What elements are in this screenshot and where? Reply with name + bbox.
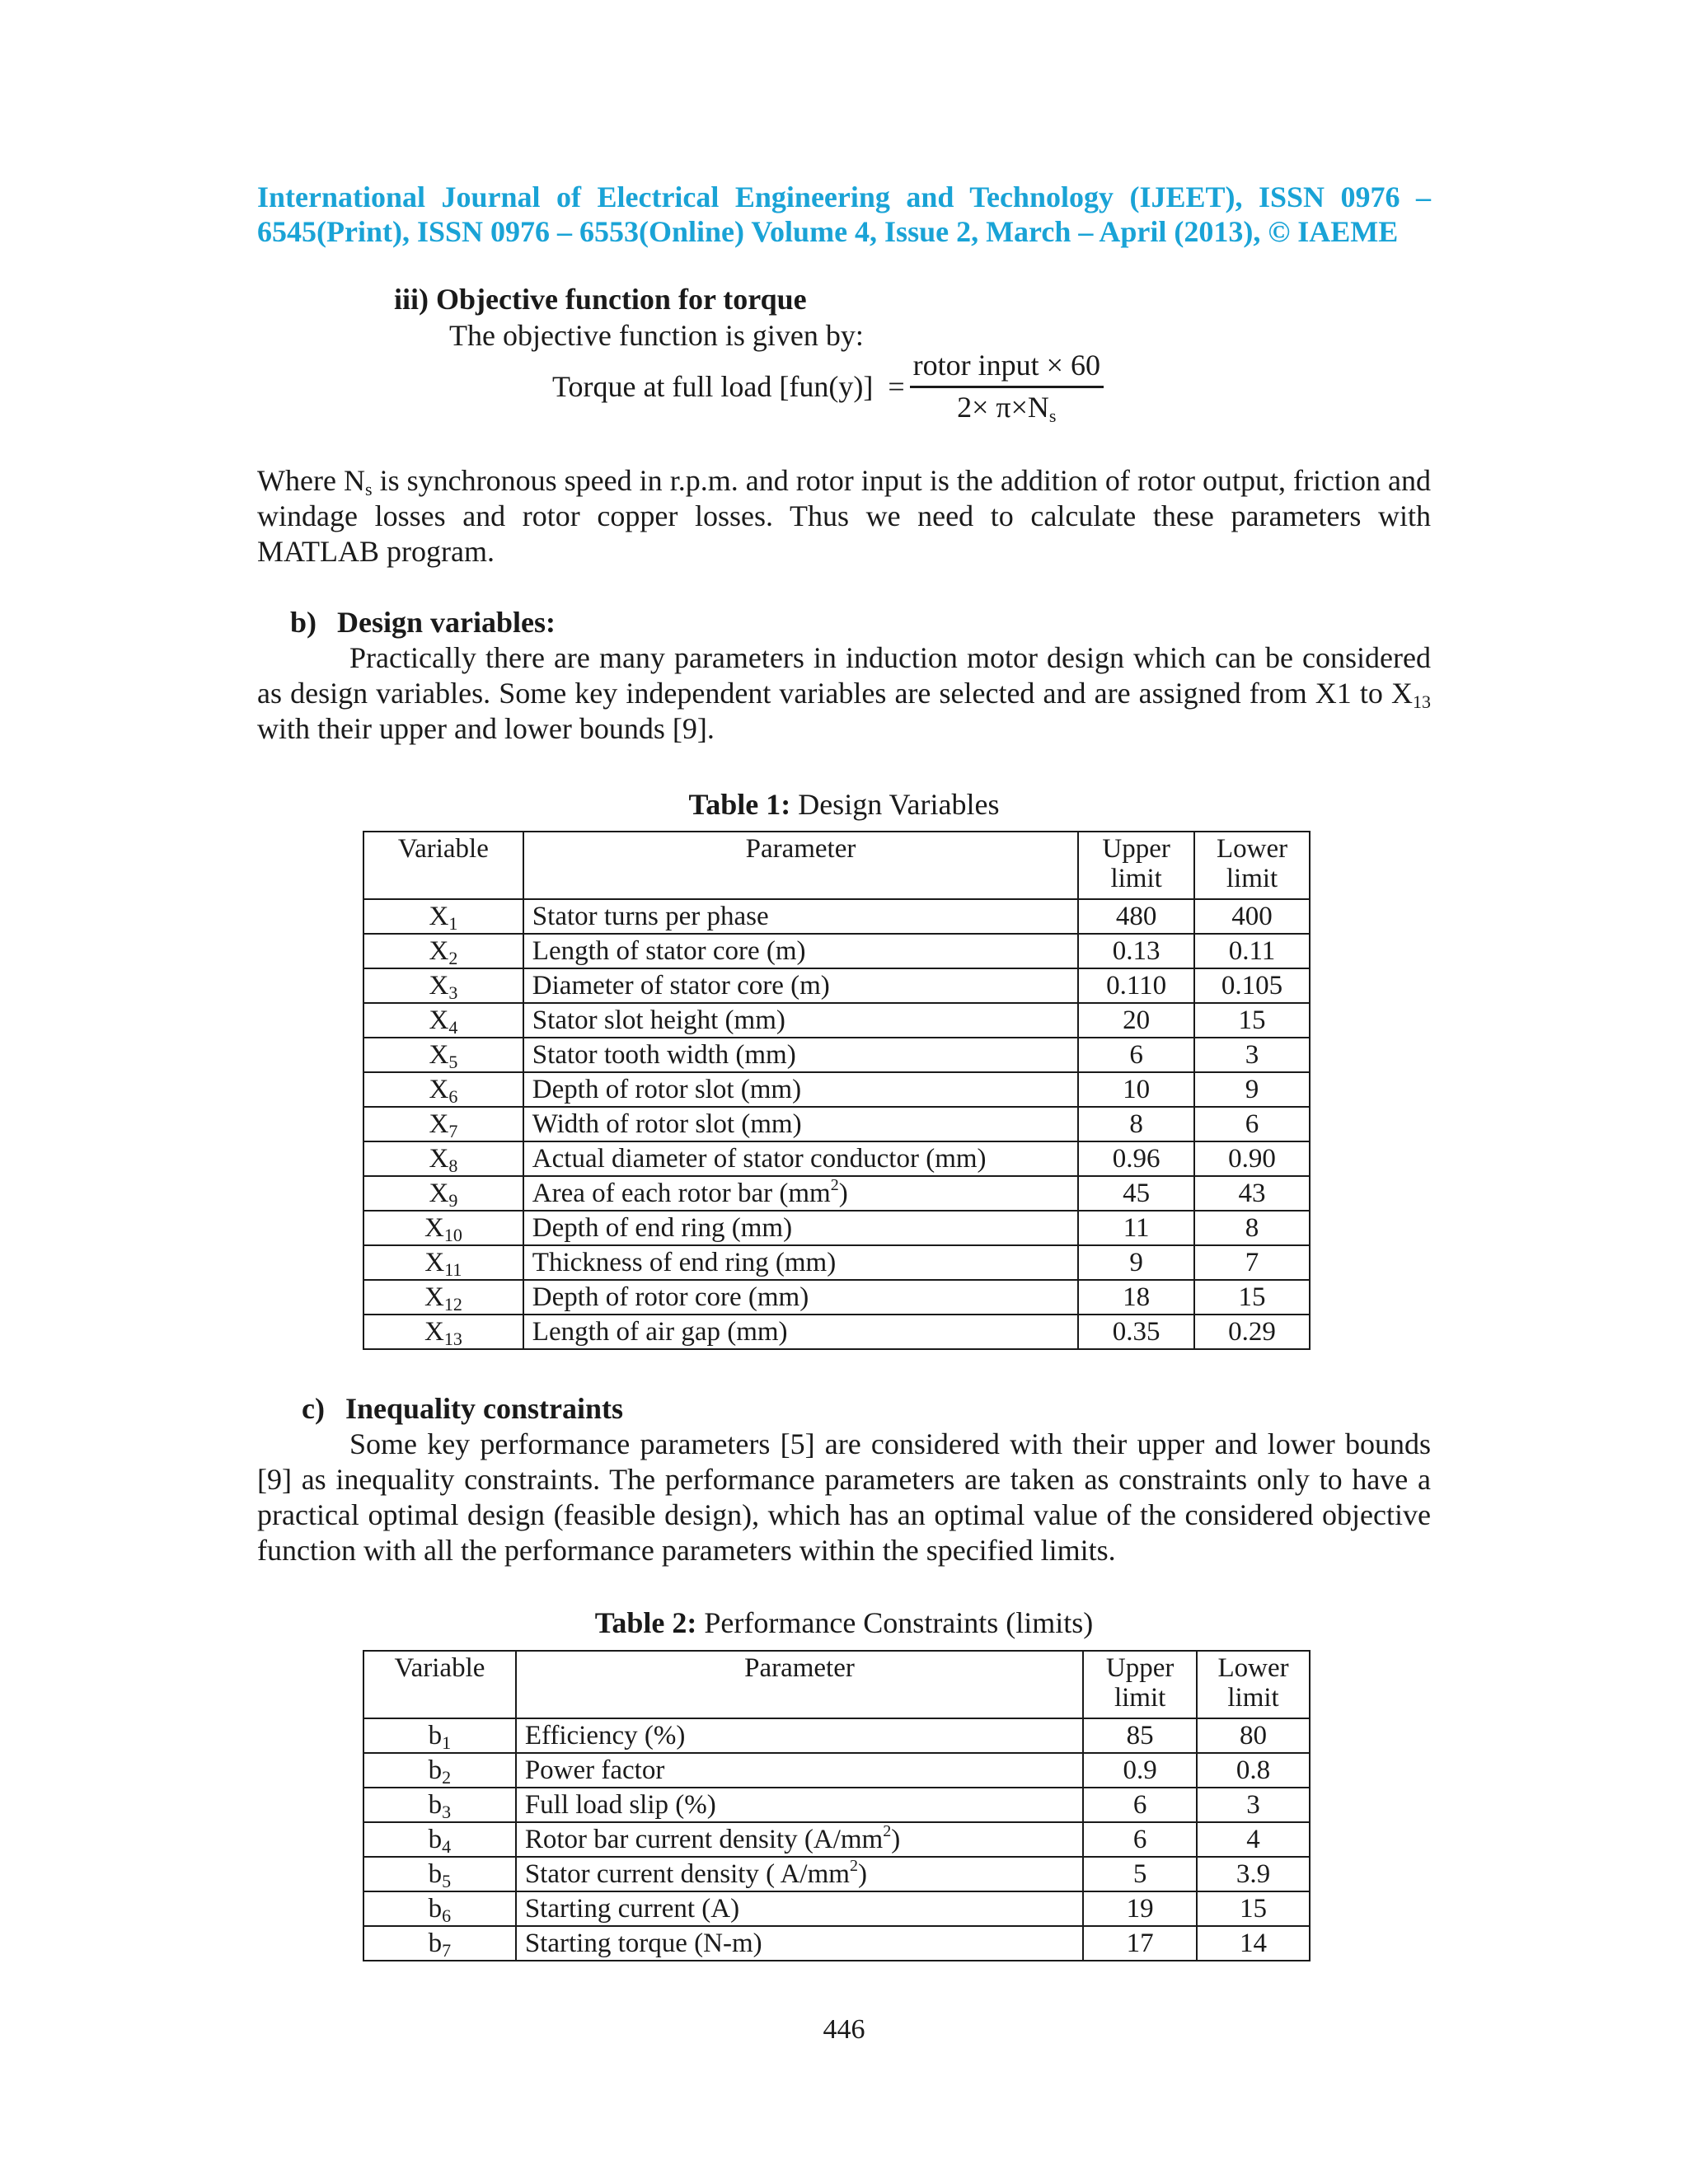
variable-subscript: 1 <box>448 913 458 934</box>
variable-subscript: 2 <box>448 948 458 968</box>
cell-variable <box>363 1038 523 1072</box>
param-text: Stator turns per phase <box>532 902 769 931</box>
equation-equals: = <box>888 369 905 403</box>
variable-subscript: 2 <box>442 1767 452 1788</box>
param-text: Depth of rotor slot (mm) <box>532 1075 802 1104</box>
cell-parameter <box>516 1857 1083 1891</box>
param-text-end: ) <box>891 1825 901 1854</box>
cell-upper-limit: 19 <box>1083 1891 1197 1926</box>
journal-header <box>257 180 1431 249</box>
variable-symbol: X <box>429 1075 449 1104</box>
equation-denominator <box>910 388 1104 424</box>
table1-caption-label: Table 1: <box>688 788 791 821</box>
cell-variable <box>363 1245 523 1280</box>
param-superscript: 2 <box>883 1822 892 1840</box>
cell-variable <box>363 968 523 1003</box>
header-lower-limit: Lower limit <box>1194 832 1310 899</box>
param-text: Starting torque (N-m) <box>524 1929 762 1958</box>
cell-upper-limit: 45 <box>1078 1176 1194 1211</box>
variable-subscript: 8 <box>448 1155 458 1176</box>
section-b-para-b: with their upper and lower bounds [9]. <box>257 712 715 745</box>
cell-lower-limit: 0.90 <box>1194 1141 1310 1176</box>
table-row <box>363 1891 1310 1926</box>
param-text: Length of stator core (m) <box>532 936 806 966</box>
cell-variable <box>363 1822 516 1857</box>
variable-symbol: b <box>428 1859 443 1889</box>
table-row <box>363 1245 1310 1280</box>
denominator-text: 2× π×N <box>957 391 1049 424</box>
cell-parameter <box>523 1315 1078 1349</box>
cell-variable <box>363 1788 516 1822</box>
variable-symbol: X <box>429 1144 449 1174</box>
cell-lower-limit: 43 <box>1194 1176 1310 1211</box>
header-variable: Variable <box>363 1651 516 1718</box>
cell-upper-limit: 0.35 <box>1078 1315 1194 1349</box>
variable-subscript: 6 <box>448 1086 458 1107</box>
cell-variable <box>363 1107 523 1141</box>
table-row <box>363 1280 1310 1315</box>
table-header-row <box>363 832 1310 899</box>
cell-upper-limit: 11 <box>1078 1211 1194 1245</box>
variable-subscript: 7 <box>448 1121 458 1141</box>
param-text: Starting current (A) <box>524 1894 740 1924</box>
cell-parameter <box>523 1245 1078 1280</box>
table-row <box>363 1038 1310 1072</box>
cell-parameter <box>516 1788 1083 1822</box>
synchronous-speed-paragraph <box>257 463 1431 569</box>
cell-upper-limit: 18 <box>1078 1280 1194 1315</box>
cell-parameter <box>516 1891 1083 1926</box>
cell-variable <box>363 1003 523 1038</box>
param-text: Full load slip (%) <box>524 1790 716 1820</box>
cell-variable <box>363 1718 516 1753</box>
param-text: Power factor <box>524 1755 665 1785</box>
cell-lower-limit: 80 <box>1197 1718 1310 1753</box>
variable-subscript: 5 <box>448 1052 458 1072</box>
table2-caption-text: Performance Constraints (limits) <box>696 1606 1094 1639</box>
cell-lower-limit: 0.105 <box>1194 968 1310 1003</box>
table-row <box>363 899 1310 934</box>
cell-variable <box>363 1072 523 1107</box>
param-text: Rotor bar current density (A/mm <box>524 1825 884 1854</box>
cell-lower-limit: 4 <box>1197 1822 1310 1857</box>
cell-parameter <box>523 1003 1078 1038</box>
para1-subscript: s <box>364 479 373 499</box>
variable-subscript: 3 <box>448 982 458 1003</box>
cell-variable <box>363 1926 516 1961</box>
variable-symbol: X <box>424 1282 444 1312</box>
variable-subscript: 13 <box>443 1329 462 1349</box>
section-b-heading <box>290 605 556 640</box>
cell-variable <box>363 934 523 968</box>
variable-symbol: X <box>424 1317 444 1347</box>
cell-upper-limit: 17 <box>1083 1926 1197 1961</box>
cell-variable <box>363 1176 523 1211</box>
table-row <box>363 1718 1310 1753</box>
denominator-subscript: s <box>1048 405 1057 426</box>
cell-upper-limit: 6 <box>1083 1788 1197 1822</box>
cell-upper-limit: 6 <box>1083 1822 1197 1857</box>
cell-parameter <box>523 1107 1078 1141</box>
cell-parameter <box>523 1211 1078 1245</box>
cell-parameter <box>516 1926 1083 1961</box>
table-row <box>363 1926 1310 1961</box>
cell-parameter <box>516 1822 1083 1857</box>
table-row <box>363 1315 1310 1349</box>
variable-subscript: 3 <box>442 1802 452 1822</box>
table-row <box>363 1822 1310 1857</box>
cell-lower-limit: 7 <box>1194 1245 1310 1280</box>
param-text: Efficiency (%) <box>524 1721 686 1750</box>
variable-symbol: X <box>429 902 449 931</box>
header-line-2: 6545(Print), ISSN 0976 – 6553(Online) Volume 4, Issue 2, March – April (2013), © IAEME <box>257 215 1399 248</box>
table-row <box>363 1211 1310 1245</box>
section-c-heading <box>302 1391 623 1426</box>
cell-variable <box>363 1891 516 1926</box>
param-superscript: 2 <box>849 1857 858 1875</box>
table-row <box>363 1141 1310 1176</box>
variable-subscript: 4 <box>448 1017 458 1038</box>
variable-subscript: 6 <box>442 1905 452 1926</box>
variable-symbol: b <box>428 1825 443 1854</box>
table-row <box>363 1003 1310 1038</box>
cell-parameter <box>523 1038 1078 1072</box>
cell-variable <box>363 1211 523 1245</box>
variable-symbol: X <box>429 936 449 966</box>
cell-upper-limit: 10 <box>1078 1072 1194 1107</box>
param-text: Area of each rotor bar (mm <box>532 1179 831 1208</box>
param-text-end: ) <box>838 1179 848 1208</box>
page-number: 446 <box>823 2014 865 2045</box>
para1-post: is synchronous speed in r.p.m. and rotor input is the addition of rotor output, friction and windage losses and rotor copper losses. Thus we need to calculate these parameters with MATLAB program. <box>257 464 1431 568</box>
table-row <box>363 1176 1310 1211</box>
cell-upper-limit: 0.110 <box>1078 968 1194 1003</box>
cell-lower-limit: 14 <box>1197 1926 1310 1961</box>
cell-lower-limit: 3 <box>1197 1788 1310 1822</box>
cell-parameter <box>523 1176 1078 1211</box>
variable-symbol: b <box>428 1790 443 1820</box>
cell-parameter <box>523 1072 1078 1107</box>
param-text: Width of rotor slot (mm) <box>532 1109 802 1139</box>
cell-lower-limit: 0.8 <box>1197 1753 1310 1788</box>
cell-variable <box>363 1141 523 1176</box>
torque-equation <box>552 348 1104 424</box>
table1-caption <box>257 787 1431 822</box>
variable-subscript: 12 <box>443 1294 462 1315</box>
performance-constraints-table <box>363 1650 1311 1961</box>
section-iii-intro: The objective function is given by: <box>449 319 864 352</box>
variable-subscript: 11 <box>444 1259 462 1280</box>
table-row <box>363 1107 1310 1141</box>
table-row <box>363 1857 1310 1891</box>
cell-upper-limit: 20 <box>1078 1003 1194 1038</box>
cell-lower-limit: 3.9 <box>1197 1857 1310 1891</box>
variable-subscript: 10 <box>443 1225 462 1245</box>
cell-upper-limit: 8 <box>1078 1107 1194 1141</box>
equation-lhs: Torque at full load [fun(y)] <box>552 369 874 403</box>
variable-symbol: X <box>429 1005 449 1035</box>
table-row <box>363 968 1310 1003</box>
variable-symbol: X <box>424 1248 445 1277</box>
header-variable: Variable <box>363 832 523 899</box>
variable-subscript: 5 <box>442 1871 452 1891</box>
variable-subscript: 4 <box>442 1836 452 1857</box>
table2-caption <box>257 1605 1431 1640</box>
table-row <box>363 1753 1310 1788</box>
variable-symbol: X <box>424 1213 444 1243</box>
cell-lower-limit: 15 <box>1194 1280 1310 1315</box>
cell-upper-limit: 0.13 <box>1078 934 1194 968</box>
cell-lower-limit: 400 <box>1194 899 1310 934</box>
variable-symbol: b <box>428 1894 443 1924</box>
variable-symbol: b <box>428 1929 443 1958</box>
inequality-constraints-paragraph: Some key performance parameters [5] are considered with their upper and lower bounds [9] as inequality constraints. The performance parameters are taken as constraints only to have a practical optimal design (feasible design), which has an optimal value of the considered objective function with all the performance parameters within the specified limits. <box>257 1427 1431 1567</box>
section-b-label: b) <box>290 606 317 639</box>
param-text: Stator tooth width (mm) <box>532 1040 796 1070</box>
cell-parameter <box>516 1718 1083 1753</box>
variable-subscript: 1 <box>442 1732 452 1753</box>
cell-lower-limit: 15 <box>1194 1003 1310 1038</box>
param-text: Diameter of stator core (m) <box>532 971 830 1001</box>
cell-lower-limit: 15 <box>1197 1891 1310 1926</box>
cell-parameter <box>523 1141 1078 1176</box>
design-variables-table <box>363 831 1311 1350</box>
param-text-end: ) <box>857 1859 867 1889</box>
para1-pre: Where N <box>257 464 365 497</box>
param-text: Depth of end ring (mm) <box>532 1213 793 1243</box>
table-row <box>363 1072 1310 1107</box>
header-upper-limit: Upper limit <box>1078 832 1194 899</box>
cell-upper-limit: 0.96 <box>1078 1141 1194 1176</box>
cell-parameter <box>516 1753 1083 1788</box>
cell-upper-limit: 480 <box>1078 899 1194 934</box>
variable-symbol: b <box>428 1755 443 1785</box>
equation-numerator: rotor input × 60 <box>910 348 1104 388</box>
cell-variable <box>363 1753 516 1788</box>
table1-caption-text: Design Variables <box>790 788 1000 821</box>
cell-lower-limit: 9 <box>1194 1072 1310 1107</box>
cell-upper-limit: 9 <box>1078 1245 1194 1280</box>
table-row <box>363 934 1310 968</box>
cell-parameter <box>523 899 1078 934</box>
variable-subscript: 9 <box>448 1190 458 1211</box>
param-text: Stator current density ( A/mm <box>524 1859 850 1889</box>
cell-upper-limit: 0.9 <box>1083 1753 1197 1788</box>
cell-lower-limit: 0.11 <box>1194 934 1310 968</box>
variable-symbol: b <box>428 1721 443 1750</box>
variable-symbol: X <box>429 1040 449 1070</box>
param-text: Depth of rotor core (mm) <box>532 1282 809 1312</box>
cell-upper-limit: 85 <box>1083 1718 1197 1753</box>
cell-variable <box>363 1280 523 1315</box>
table-row <box>363 1788 1310 1822</box>
cell-lower-limit: 0.29 <box>1194 1315 1310 1349</box>
cell-variable <box>363 899 523 934</box>
section-b-para-a: Practically there are many parameters in induction motor design which can be considered as design variables. Some key independent variables are selected and are assigned from X1 to X <box>257 641 1431 710</box>
header-parameter: Parameter <box>516 1651 1083 1718</box>
section-c-title: Inequality constraints <box>345 1392 624 1425</box>
equation-fraction <box>910 348 1104 424</box>
param-text: Stator slot height (mm) <box>532 1005 785 1035</box>
param-text: Thickness of end ring (mm) <box>532 1248 837 1277</box>
variable-subscript: 7 <box>442 1940 452 1961</box>
cell-parameter <box>523 968 1078 1003</box>
table-header-row <box>363 1651 1310 1718</box>
param-text: Length of air gap (mm) <box>532 1317 788 1347</box>
section-b-para-subscript: 13 <box>1413 691 1431 712</box>
cell-lower-limit: 6 <box>1194 1107 1310 1141</box>
header-upper-limit: Upper limit <box>1083 1651 1197 1718</box>
section-c-label: c) <box>302 1392 325 1425</box>
cell-variable <box>363 1857 516 1891</box>
header-lower-limit: Lower limit <box>1197 1651 1310 1718</box>
section-iii-title: iii) Objective function for torque <box>394 283 807 316</box>
cell-lower-limit: 8 <box>1194 1211 1310 1245</box>
header-line-1: International Journal of Electrical Engineering and Technology (IJEET), ISSN 0976 – <box>257 180 1431 213</box>
cell-parameter <box>523 1280 1078 1315</box>
cell-variable <box>363 1315 523 1349</box>
variable-symbol: X <box>429 971 449 1001</box>
cell-parameter <box>523 934 1078 968</box>
param-text: Actual diameter of stator conductor (mm) <box>532 1144 987 1174</box>
param-superscript: 2 <box>830 1176 839 1194</box>
variable-symbol: X <box>429 1109 449 1139</box>
cell-lower-limit: 3 <box>1194 1038 1310 1072</box>
table2-caption-label: Table 2: <box>594 1606 697 1639</box>
design-variables-paragraph <box>257 640 1431 747</box>
cell-upper-limit: 5 <box>1083 1857 1197 1891</box>
header-parameter: Parameter <box>523 832 1078 899</box>
cell-upper-limit: 6 <box>1078 1038 1194 1072</box>
section-b-title: Design variables: <box>337 606 556 639</box>
variable-symbol: X <box>429 1179 449 1208</box>
